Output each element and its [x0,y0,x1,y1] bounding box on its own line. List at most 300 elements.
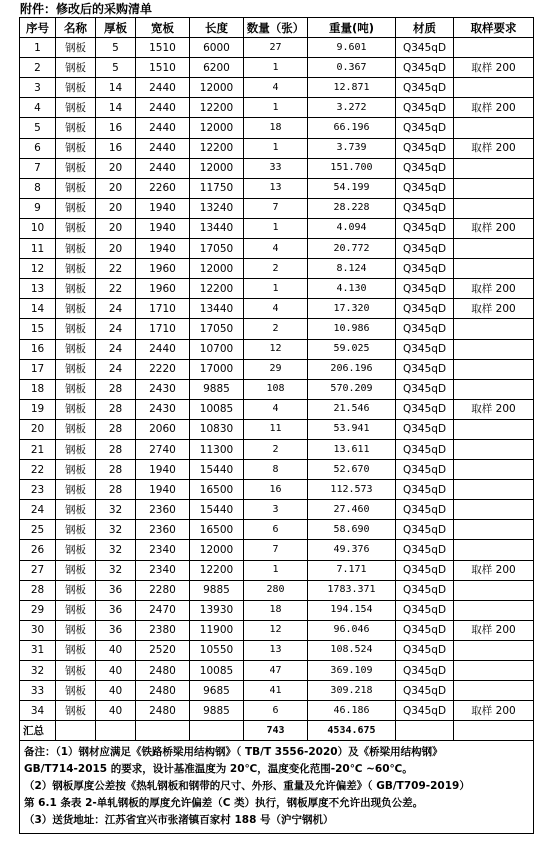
note-line: 第 6.1 条表 2-单轧钢板的厚度允许偏差（C 类）执行，钢板厚度不允许出现负公差。 [24,797,424,810]
cell-weight: 369.109 [308,661,396,681]
cell-material: Q345qD [396,399,454,419]
table-row [20,178,534,198]
cell-sampling [454,118,534,138]
total-empty-cell [190,721,244,741]
cell-weight: 49.376 [308,540,396,560]
header-index: 序号 [20,18,56,38]
cell-material: Q345qD [396,580,454,600]
cell-width: 2360 [136,520,190,540]
cell-quantity: 18 [244,118,308,138]
cell-width: 1940 [136,218,190,238]
table-row [20,460,534,480]
cell-length: 17000 [190,359,244,379]
cell-material: Q345qD [396,218,454,238]
cell-weight: 52.670 [308,460,396,480]
cell-material: Q345qD [396,439,454,459]
cell-material: Q345qD [396,520,454,540]
cell-length: 11900 [190,620,244,640]
cell-sampling [454,78,534,98]
cell-thickness: 28 [96,480,136,500]
table-row [20,198,534,218]
cell-index: 18 [20,379,56,399]
cell-length: 12200 [190,98,244,118]
cell-width: 2440 [136,78,190,98]
cell-material: Q345qD [396,419,454,439]
cell-width: 1510 [136,38,190,58]
cell-thickness: 28 [96,379,136,399]
cell-quantity: 29 [244,359,308,379]
table-row [20,299,534,319]
cell-index: 9 [20,198,56,218]
cell-thickness: 24 [96,299,136,319]
table-row [20,158,534,178]
cell-quantity: 6 [244,701,308,721]
cell-index: 29 [20,600,56,620]
cell-width: 2220 [136,359,190,379]
cell-width: 2440 [136,158,190,178]
cell-name: 钢板 [56,681,96,701]
cell-length: 12200 [190,560,244,580]
cell-thickness: 40 [96,681,136,701]
cell-width: 1940 [136,198,190,218]
cell-sampling [454,580,534,600]
cell-material: Q345qD [396,279,454,299]
cell-quantity: 1 [244,138,308,158]
cell-weight: 9.601 [308,38,396,58]
cell-length: 12200 [190,138,244,158]
cell-sampling [454,439,534,459]
cell-weight: 58.690 [308,520,396,540]
cell-quantity: 2 [244,259,308,279]
cell-quantity: 16 [244,480,308,500]
cell-quantity: 4 [244,399,308,419]
header-width: 宽板 [136,18,190,38]
table-row [20,259,534,279]
cell-thickness: 32 [96,520,136,540]
total-empty-cell [136,721,190,741]
cell-sampling [454,158,534,178]
table-row [20,78,534,98]
total-label: 汇总 [20,721,56,741]
cell-sampling [454,259,534,279]
cell-thickness: 24 [96,339,136,359]
cell-thickness: 16 [96,118,136,138]
cell-weight: 4.130 [308,279,396,299]
cell-sampling [454,681,534,701]
cell-name: 钢板 [56,701,96,721]
cell-index: 30 [20,620,56,640]
cell-material: Q345qD [396,480,454,500]
cell-length: 12000 [190,540,244,560]
cell-sampling [454,500,534,520]
table-row [20,419,534,439]
cell-quantity: 4 [244,299,308,319]
cell-thickness: 32 [96,560,136,580]
cell-weight: 3.272 [308,98,396,118]
cell-width: 2430 [136,399,190,419]
cell-length: 13240 [190,198,244,218]
table-row [20,279,534,299]
cell-width: 1710 [136,319,190,339]
cell-material: Q345qD [396,640,454,660]
cell-weight: 17.320 [308,299,396,319]
table-row [20,439,534,459]
cell-width: 2440 [136,339,190,359]
cell-length: 12000 [190,259,244,279]
cell-name: 钢板 [56,239,96,259]
cell-length: 11750 [190,178,244,198]
cell-width: 2440 [136,118,190,138]
cell-thickness: 20 [96,158,136,178]
cell-index: 34 [20,701,56,721]
cell-name: 钢板 [56,580,96,600]
total-row [20,721,534,741]
cell-material: Q345qD [396,158,454,178]
cell-thickness: 40 [96,640,136,660]
cell-index: 14 [20,299,56,319]
cell-weight: 66.196 [308,118,396,138]
cell-weight: 46.186 [308,701,396,721]
cell-width: 2480 [136,681,190,701]
cell-thickness: 36 [96,580,136,600]
table-row [20,640,534,660]
total-weight: 4534.675 [308,721,396,741]
cell-index: 25 [20,520,56,540]
cell-length: 12000 [190,78,244,98]
cell-length: 17050 [190,239,244,259]
total-empty-cell [96,721,136,741]
cell-sampling [454,460,534,480]
cell-width: 1940 [136,460,190,480]
cell-thickness: 14 [96,98,136,118]
cell-quantity: 1 [244,98,308,118]
cell-sampling [454,480,534,500]
cell-index: 22 [20,460,56,480]
cell-thickness: 40 [96,701,136,721]
cell-index: 8 [20,178,56,198]
cell-width: 2340 [136,560,190,580]
cell-weight: 28.228 [308,198,396,218]
cell-width: 1710 [136,299,190,319]
cell-thickness: 20 [96,178,136,198]
cell-name: 钢板 [56,600,96,620]
cell-material: Q345qD [396,319,454,339]
cell-name: 钢板 [56,520,96,540]
cell-index: 2 [20,58,56,78]
cell-width: 2060 [136,419,190,439]
cell-sampling: 取样 200 [454,138,534,158]
table-row [20,218,534,238]
cell-quantity: 8 [244,460,308,480]
cell-weight: 1783.371 [308,580,396,600]
cell-quantity: 47 [244,661,308,681]
table-row [20,560,534,580]
cell-material: Q345qD [396,138,454,158]
cell-sampling [454,359,534,379]
cell-sampling [454,600,534,620]
cell-material: Q345qD [396,198,454,218]
cell-name: 钢板 [56,259,96,279]
cell-weight: 570.209 [308,379,396,399]
cell-sampling: 取样 200 [454,560,534,580]
cell-thickness: 5 [96,58,136,78]
cell-width: 1960 [136,279,190,299]
cell-index: 23 [20,480,56,500]
cell-weight: 151.700 [308,158,396,178]
cell-quantity: 280 [244,580,308,600]
cell-index: 7 [20,158,56,178]
cell-name: 钢板 [56,620,96,640]
header-thickness: 厚板 [96,18,136,38]
cell-quantity: 11 [244,419,308,439]
table-row [20,98,534,118]
table-row [20,339,534,359]
table-row [20,399,534,419]
cell-sampling [454,661,534,681]
cell-material: Q345qD [396,460,454,480]
cell-width: 1960 [136,259,190,279]
cell-width: 2470 [136,600,190,620]
cell-name: 钢板 [56,118,96,138]
cell-material: Q345qD [396,38,454,58]
cell-name: 钢板 [56,460,96,480]
cell-sampling: 取样 200 [454,279,534,299]
table-row [20,38,534,58]
header-material: 材质 [396,18,454,38]
cell-weight: 4.094 [308,218,396,238]
cell-name: 钢板 [56,480,96,500]
header-weight: 重量(吨) [308,18,396,38]
cell-width: 2360 [136,500,190,520]
cell-quantity: 33 [244,158,308,178]
cell-thickness: 24 [96,359,136,379]
cell-sampling: 取样 200 [454,701,534,721]
table-row [20,480,534,500]
cell-index: 15 [20,319,56,339]
cell-quantity: 1 [244,560,308,580]
cell-index: 12 [20,259,56,279]
cell-weight: 21.546 [308,399,396,419]
cell-material: Q345qD [396,379,454,399]
cell-thickness: 36 [96,600,136,620]
cell-material: Q345qD [396,98,454,118]
notes-cell [20,741,534,834]
cell-length: 9885 [190,379,244,399]
cell-material: Q345qD [396,701,454,721]
cell-index: 4 [20,98,56,118]
note-line: （3）送货地址：江苏省宜兴市张渚镇百家村 188 号（沪宁钢机） [24,814,334,827]
cell-weight: 0.367 [308,58,396,78]
cell-index: 17 [20,359,56,379]
cell-name: 钢板 [56,218,96,238]
cell-quantity: 13 [244,178,308,198]
cell-material: Q345qD [396,600,454,620]
cell-material: Q345qD [396,339,454,359]
cell-thickness: 32 [96,500,136,520]
cell-thickness: 5 [96,38,136,58]
cell-weight: 53.941 [308,419,396,439]
cell-sampling [454,178,534,198]
cell-width: 1940 [136,239,190,259]
cell-thickness: 14 [96,78,136,98]
cell-sampling: 取样 200 [454,299,534,319]
cell-thickness: 24 [96,319,136,339]
cell-thickness: 16 [96,138,136,158]
cell-sampling [454,38,534,58]
cell-length: 16500 [190,520,244,540]
total-empty-cell [454,721,534,741]
total-empty-cell [56,721,96,741]
cell-quantity: 108 [244,379,308,399]
cell-name: 钢板 [56,279,96,299]
cell-name: 钢板 [56,661,96,681]
cell-name: 钢板 [56,359,96,379]
cell-quantity: 12 [244,620,308,640]
cell-weight: 309.218 [308,681,396,701]
cell-quantity: 3 [244,500,308,520]
cell-index: 33 [20,681,56,701]
header-quantity: 数量（张） [244,18,308,38]
total-quantity: 743 [244,721,308,741]
cell-sampling [454,198,534,218]
cell-quantity: 7 [244,198,308,218]
total-empty-cell [396,721,454,741]
table-row [20,319,534,339]
cell-material: Q345qD [396,299,454,319]
cell-name: 钢板 [56,138,96,158]
cell-quantity: 1 [244,58,308,78]
cell-length: 10085 [190,399,244,419]
cell-width: 2380 [136,620,190,640]
cell-quantity: 1 [244,279,308,299]
cell-quantity: 2 [244,439,308,459]
cell-index: 3 [20,78,56,98]
cell-material: Q345qD [396,259,454,279]
cell-thickness: 22 [96,279,136,299]
cell-name: 钢板 [56,500,96,520]
cell-width: 2440 [136,138,190,158]
cell-thickness: 20 [96,239,136,259]
cell-name: 钢板 [56,299,96,319]
cell-name: 钢板 [56,339,96,359]
cell-length: 13440 [190,299,244,319]
cell-weight: 13.611 [308,439,396,459]
cell-index: 32 [20,661,56,681]
cell-length: 9685 [190,681,244,701]
header-name: 名称 [56,18,96,38]
cell-length: 10700 [190,339,244,359]
table-row [20,701,534,721]
cell-thickness: 36 [96,620,136,640]
cell-length: 10550 [190,640,244,660]
cell-thickness: 40 [96,661,136,681]
cell-index: 5 [20,118,56,138]
cell-material: Q345qD [396,681,454,701]
cell-index: 20 [20,419,56,439]
cell-thickness: 22 [96,259,136,279]
cell-material: Q345qD [396,78,454,98]
cell-name: 钢板 [56,640,96,660]
cell-name: 钢板 [56,439,96,459]
table-row [20,118,534,138]
cell-quantity: 2 [244,319,308,339]
cell-length: 11300 [190,439,244,459]
cell-sampling [454,520,534,540]
cell-weight: 12.871 [308,78,396,98]
cell-sampling [454,339,534,359]
cell-length: 17050 [190,319,244,339]
cell-thickness: 20 [96,198,136,218]
cell-quantity: 13 [244,640,308,660]
cell-sampling [454,540,534,560]
cell-weight: 27.460 [308,500,396,520]
cell-sampling [454,379,534,399]
cell-length: 15440 [190,460,244,480]
cell-index: 21 [20,439,56,459]
note-line: 备注：（1）钢材应满足《铁路桥梁用结构钢》（ TB/T 3556-2020）及《桥梁用结构钢》 [24,746,443,759]
cell-index: 10 [20,218,56,238]
table-row [20,620,534,640]
cell-width: 2280 [136,580,190,600]
cell-quantity: 12 [244,339,308,359]
procurement-table [19,17,534,834]
cell-index: 26 [20,540,56,560]
cell-length: 6200 [190,58,244,78]
cell-index: 19 [20,399,56,419]
cell-index: 28 [20,580,56,600]
cell-name: 钢板 [56,560,96,580]
cell-quantity: 41 [244,681,308,701]
cell-thickness: 28 [96,439,136,459]
cell-weight: 108.524 [308,640,396,660]
cell-name: 钢板 [56,38,96,58]
cell-width: 2440 [136,98,190,118]
cell-thickness: 32 [96,540,136,560]
cell-weight: 96.046 [308,620,396,640]
cell-index: 13 [20,279,56,299]
table-row [20,138,534,158]
cell-sampling [454,319,534,339]
cell-sampling [454,640,534,660]
cell-name: 钢板 [56,158,96,178]
cell-index: 24 [20,500,56,520]
cell-length: 12000 [190,158,244,178]
cell-length: 16500 [190,480,244,500]
cell-sampling: 取样 200 [454,218,534,238]
cell-thickness: 28 [96,419,136,439]
cell-index: 27 [20,560,56,580]
cell-material: Q345qD [396,500,454,520]
cell-name: 钢板 [56,198,96,218]
cell-length: 10830 [190,419,244,439]
cell-name: 钢板 [56,319,96,339]
table-row [20,359,534,379]
cell-weight: 8.124 [308,259,396,279]
cell-material: Q345qD [396,661,454,681]
table-row [20,681,534,701]
note-line: （2）钢板厚度公差按《热轧钢板和钢带的尺寸、外形、重量及允许偏差》（ GB/T709-2019） [24,780,470,793]
cell-index: 11 [20,239,56,259]
cell-weight: 3.739 [308,138,396,158]
cell-name: 钢板 [56,399,96,419]
cell-material: Q345qD [396,620,454,640]
table-row [20,580,534,600]
notes-row [20,741,534,834]
cell-weight: 59.025 [308,339,396,359]
table-row [20,500,534,520]
table-row [20,661,534,681]
cell-sampling [454,239,534,259]
